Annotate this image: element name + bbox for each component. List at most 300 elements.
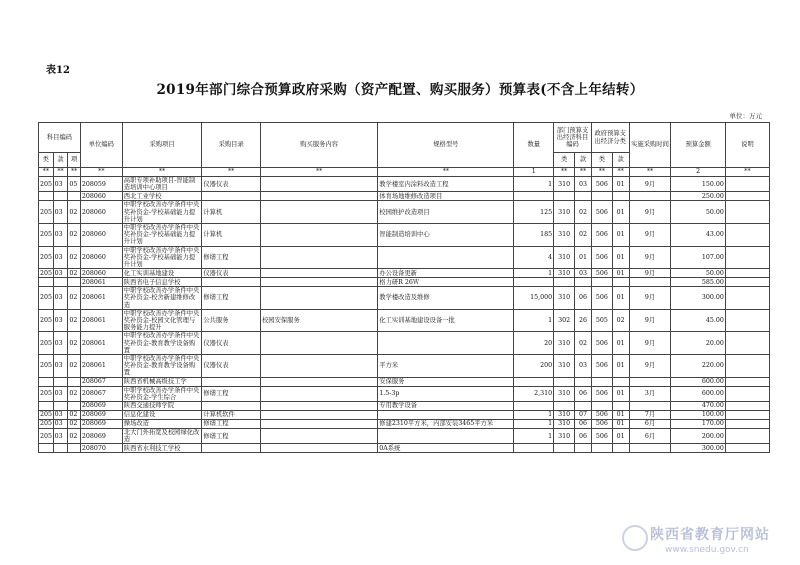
date-cell: 9月 <box>629 332 671 355</box>
date-cell: 6月 <box>629 420 671 429</box>
econ-lei-cell: 310 <box>554 246 575 269</box>
spec-cell: 安保服务 <box>378 377 514 386</box>
table-row <box>39 402 770 411</box>
spec-cell: 体育场地维修改造项目 <box>378 192 514 201</box>
spec-cell: 1.5-3p <box>378 386 514 401</box>
date-cell <box>629 192 671 201</box>
amount-cell: 43.00 <box>671 224 725 247</box>
gov-kuan-cell <box>612 444 629 453</box>
lei-cell: 205 <box>39 355 54 378</box>
gov-kuan-cell <box>612 278 629 287</box>
table-row <box>39 309 770 332</box>
kuan-cell: 03 <box>53 411 68 420</box>
lei-cell: 205 <box>39 429 54 444</box>
gov-kuan-cell: 01 <box>612 411 629 420</box>
item-cell: 陕西省机械高级技工学 <box>122 377 202 386</box>
date-cell: 9月 <box>629 269 671 278</box>
spec-cell: 教学楼室内涂料改造工程 <box>378 177 514 192</box>
lei-cell: 205 <box>39 201 54 224</box>
gov-lei-cell: 506 <box>591 201 612 224</box>
note-cell <box>725 177 769 192</box>
gov-kuan-cell: 01 <box>612 386 629 401</box>
catalog-cell: 计算机 <box>202 224 261 247</box>
spec-cell: 教学楼改造及维修 <box>378 287 514 310</box>
budget-table <box>38 122 770 453</box>
kuan-cell <box>53 278 68 287</box>
qty-cell: 20 <box>514 332 554 355</box>
service-cell <box>260 355 377 378</box>
catalog-cell: 仪器仪表 <box>202 269 261 278</box>
date-cell <box>629 377 671 386</box>
catalog-cell <box>202 278 261 287</box>
gov-kuan-cell <box>612 192 629 201</box>
item-cell: 中职学校改善办学条件中央奖补资金-教育教学设备购置 <box>122 332 202 355</box>
item-cell: 中职学校改善办学条件中央奖补资金-校舍新建维修改造 <box>122 287 202 310</box>
gov-lei-cell: 506 <box>591 420 612 429</box>
marker-cell: ** <box>629 168 671 177</box>
gov-econ-header: 政府预算支出经济分类 <box>591 123 629 153</box>
item-cell: 陕西省电子信息学校 <box>122 278 202 287</box>
dept-code-cell: 208069 <box>80 429 122 444</box>
kuan-cell: 03 <box>53 224 68 247</box>
econ-lei-cell: 310 <box>554 386 575 401</box>
qty-cell: 185 <box>514 224 554 247</box>
kuan-cell: 03 <box>53 201 68 224</box>
gov-lei-cell: 506 <box>591 287 612 310</box>
kuan-cell <box>53 444 68 453</box>
spec-cell <box>378 411 514 420</box>
note-cell <box>725 201 769 224</box>
dept-code-cell: 208061 <box>80 309 122 332</box>
marker-row <box>39 168 770 177</box>
service-cell: 校园安保服务 <box>260 309 377 332</box>
table-row <box>39 411 770 420</box>
spec-cell: 0A系统 <box>378 444 514 453</box>
qty-header: 数量 <box>514 123 554 168</box>
date-cell <box>629 278 671 287</box>
lei-cell: 205 <box>39 332 54 355</box>
marker-cell: ** <box>575 168 592 177</box>
unit-label: 单位：万元 <box>729 112 762 120</box>
service-cell <box>260 377 377 386</box>
spec-cell: 智能制造培训中心 <box>378 224 514 247</box>
econ-lei-cell: 310 <box>554 224 575 247</box>
econ-lei-cell: 302 <box>554 309 575 332</box>
amount-cell: 585.00 <box>671 278 725 287</box>
marker-cell: ** <box>122 168 202 177</box>
date-header: 实施采购时间 <box>629 123 671 168</box>
econ-kuan-cell <box>575 278 592 287</box>
date-cell: 9月 <box>629 355 671 378</box>
table-row <box>39 246 770 269</box>
gov-kuan-cell: 02 <box>612 309 629 332</box>
table-row <box>39 332 770 355</box>
lei-cell: 205 <box>39 386 54 401</box>
xiang-cell <box>68 444 81 453</box>
amount-cell: 250.00 <box>671 192 725 201</box>
note-cell <box>725 332 769 355</box>
dept-code-cell: 208060 <box>80 224 122 247</box>
lei-cell: 205 <box>39 309 54 332</box>
marker-cell: ** <box>591 168 612 177</box>
gov-kuan-cell <box>612 377 629 386</box>
econ-lei-cell <box>554 377 575 386</box>
gov-kuan-cell: 01 <box>612 224 629 247</box>
service-cell <box>260 246 377 269</box>
note-cell <box>725 246 769 269</box>
marker-cell: ** <box>53 168 68 177</box>
gov-kuan-cell: 01 <box>612 420 629 429</box>
econ-kuan-cell: 03 <box>575 269 592 278</box>
watermark-logo-icon <box>622 525 648 551</box>
kuan-header: 款 <box>612 153 629 168</box>
spec-cell: 专用教学设备 <box>378 402 514 411</box>
note-cell <box>725 269 769 278</box>
econ-kuan-cell: 06 <box>575 420 592 429</box>
xiang-cell: 02 <box>68 332 81 355</box>
marker-cell: ** <box>39 168 54 177</box>
dept-code-cell: 208061 <box>80 278 122 287</box>
qty-cell: 1 <box>514 411 554 420</box>
econ-kuan-cell <box>575 192 592 201</box>
watermark-text: 陕西省教育厅网站 <box>650 527 770 543</box>
gov-kuan-cell: 01 <box>612 269 629 278</box>
lei-cell: 205 <box>39 224 54 247</box>
econ-kuan-cell: 07 <box>575 411 592 420</box>
xiang-cell: 02 <box>68 411 81 420</box>
spec-header: 规格型号 <box>378 123 514 168</box>
date-cell <box>629 444 671 453</box>
xiang-cell: 02 <box>68 201 81 224</box>
econ-lei-cell: 310 <box>554 420 575 429</box>
dept-code-cell: 208060 <box>80 192 122 201</box>
service-cell <box>260 278 377 287</box>
marker-cell: ** <box>260 168 377 177</box>
service-cell <box>260 429 377 444</box>
item-cell: 中职学校改善办学条件中央奖补资金-学校基础能力提升计划 <box>122 224 202 247</box>
note-cell <box>725 224 769 247</box>
econ-kuan-cell <box>575 444 592 453</box>
lei-header: 类 <box>591 153 612 168</box>
qty-cell <box>514 278 554 287</box>
date-cell: 6月 <box>629 429 671 444</box>
lei-cell: 205 <box>39 287 54 310</box>
xiang-cell: 02 <box>68 246 81 269</box>
service-header: 购买服务内容 <box>260 123 377 168</box>
dept-code-cell: 208061 <box>80 287 122 310</box>
qty-cell: 1 <box>514 420 554 429</box>
gov-lei-cell: 506 <box>591 386 612 401</box>
kuan-cell <box>53 377 68 386</box>
xiang-cell: 02 <box>68 355 81 378</box>
dept-code-cell: 208061 <box>80 355 122 378</box>
marker-cell: ** <box>202 168 261 177</box>
table-row <box>39 224 770 247</box>
service-cell <box>260 402 377 411</box>
gov-lei-cell: 506 <box>591 246 612 269</box>
dept-code-cell: 208069 <box>80 411 122 420</box>
xiang-cell <box>68 402 81 411</box>
econ-kuan-cell: 01 <box>575 246 592 269</box>
amount-cell: 50.00 <box>671 269 725 278</box>
gov-lei-cell: 506 <box>591 269 612 278</box>
econ-kuan-cell: 06 <box>575 386 592 401</box>
gov-lei-cell: 505 <box>591 309 612 332</box>
item-header: 采购项目 <box>122 123 202 168</box>
gov-kuan-cell: 01 <box>612 246 629 269</box>
catalog-cell: 计算机软件 <box>202 411 261 420</box>
table-row <box>39 201 770 224</box>
kuan-header: 款 <box>53 153 68 168</box>
table-row <box>39 377 770 386</box>
item-cell: 信息化建设 <box>122 411 202 420</box>
service-cell <box>260 332 377 355</box>
marker-cell: ** <box>612 168 629 177</box>
gov-lei-cell <box>591 192 612 201</box>
kuan-cell: 03 <box>53 287 68 310</box>
note-cell <box>725 192 769 201</box>
marker-cell: ** <box>68 168 81 177</box>
kuan-cell: 03 <box>53 386 68 401</box>
table-row <box>39 177 770 192</box>
dept-code-cell: 208060 <box>80 269 122 278</box>
lei-cell <box>39 377 54 386</box>
gov-lei-cell <box>591 402 612 411</box>
qty-cell <box>514 402 554 411</box>
econ-kuan-cell: 02 <box>575 224 592 247</box>
service-cell <box>260 420 377 429</box>
date-cell: 9月 <box>629 287 671 310</box>
item-cell: 北大门外拓宽及校园绿化改造 <box>122 429 202 444</box>
xiang-cell: 02 <box>68 309 81 332</box>
service-cell <box>260 411 377 420</box>
kuan-cell: 03 <box>53 246 68 269</box>
item-cell: 西北工业学校 <box>122 192 202 201</box>
gov-lei-cell: 506 <box>591 429 612 444</box>
qty-cell: 2,310 <box>514 386 554 401</box>
econ-code-header: 部门预算支出经济科目编码 <box>554 123 592 153</box>
catalog-cell <box>202 377 261 386</box>
amount-cell: 470.00 <box>671 402 725 411</box>
table-row <box>39 420 770 429</box>
item-cell: 化工实训基地建设 <box>122 269 202 278</box>
date-cell: 7月 <box>629 411 671 420</box>
dept-code-header: 单位编码 <box>80 123 122 168</box>
service-cell <box>260 192 377 201</box>
xiang-cell: 02 <box>68 420 81 429</box>
qty-cell: 4 <box>514 246 554 269</box>
table-row <box>39 278 770 287</box>
catalog-header: 采购目录 <box>202 123 261 168</box>
table-number: 表12 <box>46 65 70 76</box>
econ-lei-cell: 310 <box>554 411 575 420</box>
item-cell: 中职学校改善办学条件中央奖补资金-学生综合 <box>122 386 202 401</box>
note-cell <box>725 309 769 332</box>
service-cell <box>260 287 377 310</box>
econ-lei-cell <box>554 192 575 201</box>
kuan-cell <box>53 192 68 201</box>
note-cell <box>725 402 769 411</box>
amount-cell: 600.00 <box>671 386 725 401</box>
econ-lei-cell <box>554 444 575 453</box>
dept-code-cell: 208061 <box>80 332 122 355</box>
econ-lei-cell: 310 <box>554 355 575 378</box>
xiang-cell <box>68 377 81 386</box>
amount-cell: 300.00 <box>671 287 725 310</box>
spec-cell: 修建2310平方米，内部安装3465平方米 <box>378 420 514 429</box>
gov-lei-cell: 506 <box>591 411 612 420</box>
table-row <box>39 444 770 453</box>
amount-header: 预算金额 <box>671 123 725 168</box>
econ-lei-cell <box>554 278 575 287</box>
gov-kuan-cell: 01 <box>612 332 629 355</box>
kuan-cell: 03 <box>53 429 68 444</box>
qty-cell: 1 <box>514 429 554 444</box>
amount-cell: 20.00 <box>671 332 725 355</box>
dept-code-cell: 208069 <box>80 420 122 429</box>
lei-header: 类 <box>39 153 54 168</box>
service-cell <box>260 177 377 192</box>
amount-cell: 45.00 <box>671 309 725 332</box>
catalog-cell: 修缮工程 <box>202 287 261 310</box>
table-row <box>39 269 770 278</box>
item-cell: 陕西省水利技工学校 <box>122 444 202 453</box>
xiang-cell: 02 <box>68 269 81 278</box>
econ-kuan-cell: 03 <box>575 355 592 378</box>
catalog-cell: 修缮工程 <box>202 386 261 401</box>
marker-cell: 2 <box>671 168 725 177</box>
qty-cell: 1 <box>514 309 554 332</box>
spec-cell: 格力研R 26Ｗ <box>378 278 514 287</box>
amount-cell: 150.00 <box>671 177 725 192</box>
econ-kuan-cell: 26 <box>575 309 592 332</box>
gov-kuan-cell: 01 <box>612 429 629 444</box>
amount-cell: 200.00 <box>671 429 725 444</box>
spec-cell <box>378 429 514 444</box>
econ-lei-cell: 310 <box>554 332 575 355</box>
item-cell: 陕西交通技师学院 <box>122 402 202 411</box>
econ-lei-cell <box>554 402 575 411</box>
item-cell: 操场改造 <box>122 420 202 429</box>
xiang-cell <box>68 278 81 287</box>
service-cell <box>260 386 377 401</box>
table-row <box>39 355 770 378</box>
econ-kuan-cell: 06 <box>575 429 592 444</box>
spec-cell: 平方米 <box>378 355 514 378</box>
date-cell: 9月 <box>629 201 671 224</box>
note-cell <box>725 420 769 429</box>
service-cell <box>260 444 377 453</box>
spec-cell: 办公设备更新 <box>378 269 514 278</box>
note-cell <box>725 386 769 401</box>
subject-code-header: 科目编码 <box>39 123 81 153</box>
kuan-cell: 03 <box>53 420 68 429</box>
qty-cell <box>514 377 554 386</box>
lei-cell: 205 <box>40 411 53 419</box>
kuan-cell: 03 <box>53 177 68 192</box>
dept-code-cell: 208067 <box>80 377 122 386</box>
lei-cell: 205 <box>39 177 54 192</box>
dept-code-cell: 208059 <box>80 177 122 192</box>
service-cell <box>260 269 377 278</box>
marker-cell: ** <box>80 168 122 177</box>
amount-cell: 107.00 <box>671 246 725 269</box>
date-cell <box>629 402 671 411</box>
xiang-cell: 02 <box>68 224 81 247</box>
marker-cell: ** <box>554 168 575 177</box>
gov-kuan-cell: 01 <box>612 355 629 378</box>
note-cell <box>725 429 769 444</box>
item-cell: 中职学校改善办学条件中央奖补资金-校园文化管理与服务能力提升 <box>122 309 202 332</box>
gov-lei-cell <box>591 278 612 287</box>
date-cell: 3月 <box>629 386 671 401</box>
xiang-header: 项 <box>68 153 81 168</box>
gov-lei-cell: 506 <box>591 224 612 247</box>
lei-cell: 205 <box>39 246 54 269</box>
catalog-cell: 修缮工程 <box>202 246 261 269</box>
econ-kuan-cell: 06 <box>575 287 592 310</box>
qty-cell <box>514 192 554 201</box>
kuan-cell: 03 <box>53 309 68 332</box>
qty-cell <box>514 444 554 453</box>
kuan-cell <box>53 402 68 411</box>
date-cell: 9月 <box>629 224 671 247</box>
date-cell: 9月 <box>629 309 671 332</box>
econ-lei-cell: 310 <box>554 287 575 310</box>
gov-lei-cell <box>591 444 612 453</box>
econ-kuan-cell: 03 <box>575 177 592 192</box>
econ-kuan-cell <box>575 377 592 386</box>
econ-kuan-cell: 02 <box>575 332 592 355</box>
xiang-cell: 02 <box>68 386 81 401</box>
econ-lei-cell: 310 <box>554 269 575 278</box>
lei-cell: 205 <box>40 420 53 428</box>
note-cell <box>725 355 769 378</box>
note-cell <box>725 287 769 310</box>
catalog-cell: 修缮工程 <box>202 420 261 429</box>
kuan-cell: 03 <box>53 332 68 355</box>
lei-cell <box>39 402 54 411</box>
econ-lei-cell: 310 <box>554 177 575 192</box>
kuan-header: 款 <box>575 153 592 168</box>
dept-code-cell: 208067 <box>80 386 122 401</box>
gov-lei-cell <box>591 377 612 386</box>
table-row <box>39 192 770 201</box>
spec-cell: 化工实训基地建设设备一批 <box>378 309 514 332</box>
item-cell: 中职学校改善办学条件中央奖补资金-学校基础能力提升计划 <box>122 246 202 269</box>
econ-lei-cell: 310 <box>554 201 575 224</box>
item-cell: 中职学校改善办学条件中央奖补资金-学校基础能力提升计划 <box>122 201 202 224</box>
gov-kuan-cell: 01 <box>612 177 629 192</box>
qty-cell: 1 <box>514 269 554 278</box>
dept-code-cell: 208069 <box>80 402 122 411</box>
catalog-cell: 计算机 <box>202 201 261 224</box>
gov-lei-cell: 506 <box>591 355 612 378</box>
qty-cell: 200 <box>514 355 554 378</box>
qty-cell: 1 <box>514 177 554 192</box>
note-cell <box>725 377 769 386</box>
catalog-cell: 修缮工程 <box>202 429 261 444</box>
amount-cell: 100.00 <box>671 411 725 420</box>
xiang-cell: 05 <box>68 177 81 192</box>
amount-cell: 220.00 <box>671 355 725 378</box>
xiang-cell: 02 <box>68 287 81 310</box>
dept-code-cell: 208070 <box>80 444 122 453</box>
kuan-cell: 03 <box>53 355 68 378</box>
amount-cell: 50.00 <box>671 201 725 224</box>
marker-cell: ** <box>725 168 769 177</box>
amount-cell: 170.00 <box>671 420 725 429</box>
